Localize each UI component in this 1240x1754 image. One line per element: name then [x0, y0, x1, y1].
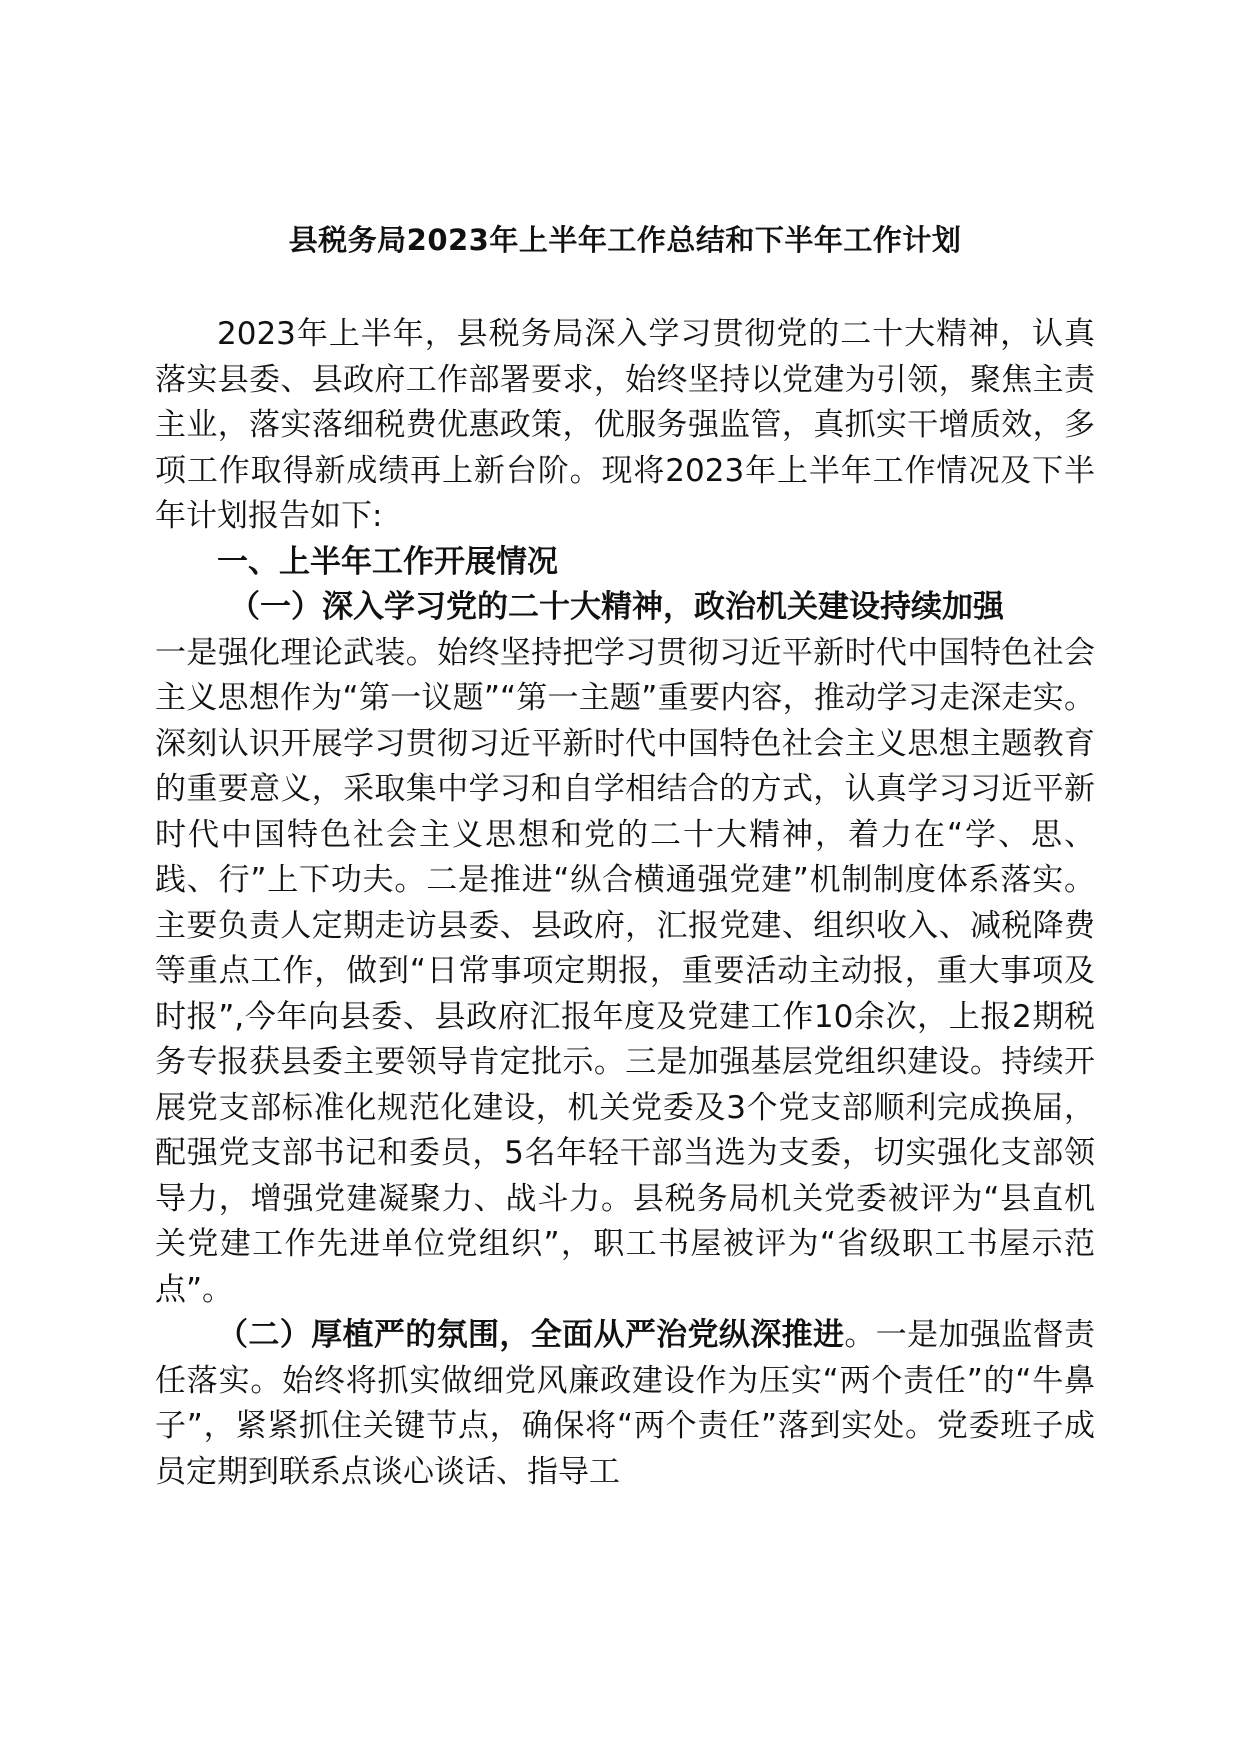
subsection-heading-2: （二）厚植严的氛围，全面从严治党纵深推进	[217, 1317, 845, 1353]
document-title: 县税务局2023年上半年工作总结和下半年工作计划	[288, 223, 962, 257]
document-page	[155, 220, 1095, 1495]
subsection-heading-1: （一）深入学习党的二十大精神，政治机关建设持续加强	[229, 589, 1004, 625]
intro-paragraph: 2023年上半年，县税务局深入学习贯彻党的二十大精神，认真落实县委、县政府工作部署要求，始终坚持以党建为引领，聚焦主责主业，落实落细税费优惠政策，优服务强监管，真抓实干增质效，多项工作取得新成绩再上新台阶。现将2023年上半年工作情况及下半年计划报告如下:	[155, 316, 1095, 534]
section-heading: 一、上半年工作开展情况	[217, 543, 558, 580]
subsection-body-2: 。一是加强监督责任落实。始终将抓实做细党风廉政建设作为压实“两个责任”的“牛鼻子”，紧紧抓住关键节点，确保将“两个责任”落到实处。党委班子成员定期到联系点谈心谈话、指导工	[155, 1317, 1095, 1490]
subsection-paragraph-2	[155, 1313, 1095, 1495]
subsection-body-1: 一是强化理论武装。始终坚持把学习贯彻习近平新时代中国特色社会主义思想作为“第一议题”“第一主题”重要内容，推动学习走深走实。深刻认识开展学习贯彻习近平新时代中国特色社会主义思想主题教育的重要意义，采取集中学习和自学相结合的方式，认真学习习近平新时代中国特色社会主义思想和党的二十大精神，着力在“学、思、践、行”上下功夫。二是推进“纵合横通强党建”机制制度体系落实。主要负责人定期走访县委、县政府，汇报党建、组织收入、减税降费等重点工作，做到“日常事项定期报，重要活动主动报，重大事项及时报”,今年向县委、县政府汇报年度及党建工作10余次，上报2期税务专报获县委主要领导肯定批示。三是加强基层党组织建设。持续开展党支部标准化规范化建设，机关党委及3个党支部顺利完成换届，配强党支部书记和委员，5名年轻干部当选为支委，切实强化支部领导力，增强党建凝聚力、战斗力。县税务局机关党委被评为“县直机关党建工作先进单位党组织”，职工书屋被评为“省级职工书屋示范点”。	[155, 634, 1095, 1308]
